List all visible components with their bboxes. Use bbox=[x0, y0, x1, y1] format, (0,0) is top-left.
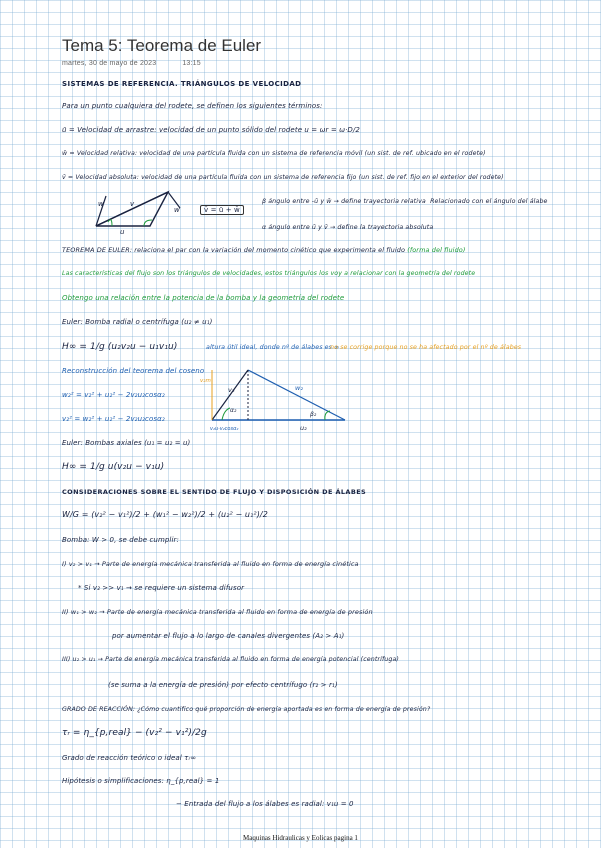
case-3: III) u₂ > u₁ → Parte de energía mecánica transferida al fluido en forma de energía potencial (centrífuga) bbox=[62, 656, 399, 663]
time-text: 13:15 bbox=[182, 60, 201, 67]
label-u: u bbox=[120, 228, 125, 234]
note-line: Euler: Bombas axiales (u₁ = u₂ = u) bbox=[62, 439, 191, 447]
page-footer: Maquinas Hidraulicas y Eolicas pagina 1 bbox=[243, 834, 358, 842]
label-w2: w₂ bbox=[295, 384, 303, 392]
label-v2m: v₂m bbox=[200, 378, 211, 384]
section-heading: SISTEMAS DE REFERENCIA. TRIÁNGULOS DE VELOCIDAD bbox=[62, 80, 302, 88]
label-v2: v₂ bbox=[228, 386, 235, 394]
page-date bbox=[62, 60, 227, 67]
formula-ht-axial: H∞ = 1/g u(v₂u − v₁u) bbox=[62, 462, 165, 472]
beta-note: β ángulo entre -ū y w̄ → define trayectoria relativa Relacionado con el ángulo del álabe bbox=[262, 198, 548, 205]
case-2: II) w₁ > w₂ → Parte de energía mecánica transferida al fluido en forma de energía de presión bbox=[62, 608, 373, 616]
formula-cos2: v₂² = w₂² + u₂² − 2v₂u₂cosα₂ bbox=[62, 415, 165, 423]
date-text: martes, 30 de mayo de 2023 bbox=[62, 60, 157, 67]
label-w-right: w bbox=[174, 206, 180, 214]
note-line: Euler: Bomba radial o centrífuga (u₂ ≠ u₁) bbox=[62, 318, 213, 326]
label-w-left: w bbox=[98, 200, 104, 208]
label-v2u: v₂u·v₂cosα₂ bbox=[210, 426, 239, 432]
note-line: − Entrada del flujo a los álabes es radial: v₁u = 0 bbox=[176, 800, 354, 808]
note-line: w̄ = Velocidad relativa: velocidad de una partícula fluida con un sistema de referencia móvil (un sist. de ref. ubicado en el rodete) bbox=[62, 150, 486, 157]
case-3b: (se suma a la energía de presión) por efecto centrífugo (r₂ > r₁) bbox=[108, 681, 338, 689]
note-line-green: Obtengo una relación entre la potencia de la bomba y la geometría del rodete bbox=[62, 294, 345, 302]
formula-cos1: w₂² = v₂² + u₂² − 2v₂u₂cosα₂ bbox=[62, 391, 165, 399]
section-heading: CONSIDERACIONES SOBRE EL SENTIDO DE FLUJO Y DISPOSICIÓN DE ÁLABES bbox=[62, 488, 367, 496]
note-line-green: Las características del flujo son los triángulos de velocidades, estos triángulos los voy a relacionar con la geometría del rodete bbox=[62, 270, 476, 277]
label-u2: u₂ bbox=[300, 424, 307, 432]
case-1: I) v₂ > v₁ → Parte de energía mecánica transferida al fluido en forma de energía cinética bbox=[62, 560, 359, 568]
note-line: ū = Velocidad de arrastre: velocidad de un punto sólido del rodete u = ωr = ω·D/2 bbox=[62, 126, 360, 134]
page-title: Tema 5: Teorema de Euler bbox=[62, 36, 262, 55]
label-alpha2: α₂ bbox=[230, 407, 237, 414]
vector-equation: v̄ = ū + w̄ bbox=[200, 205, 244, 215]
note-line: Bomba: W > 0, se debe cumplir: bbox=[62, 536, 179, 544]
case-2b: por aumentar el flujo a lo largo de canales divergentes (A₂ > A₁) bbox=[112, 632, 345, 640]
note-line: Para un punto cualquiera del rodete, se definen los siguientes términos: bbox=[62, 102, 323, 110]
note-line: Grado de reacción teórico o ideal τᵣ∞ bbox=[62, 754, 197, 762]
note-line-blue: Reconstrucción del teorema del coseno bbox=[62, 367, 205, 375]
note-line-blue: altura útil ideal, donde nº de álabes es ∞ bbox=[206, 344, 340, 351]
alpha-note: α ángulo entre ū y v̄ → define la trayectoria absoluta bbox=[262, 224, 434, 231]
note-line: v̄ = Velocidad absoluta: velocidad de una partícula fluida con un sistema de referencia fijo (un sist. de ref. fijo en el exterior del rodete) bbox=[62, 174, 504, 181]
formula-ht: H∞ = 1/g (u₂v₂u − u₁v₁u) bbox=[62, 342, 178, 352]
formula-energy: W/G = (v₂² − v₁²)/2 + (w₁² − w₂²)/2 + (u₂² − u₁²)/2 bbox=[62, 510, 268, 519]
velocity-triangle-diagram bbox=[88, 186, 188, 234]
label-beta2: β₂ bbox=[310, 411, 317, 418]
grado-reaccion: GRADO DE REACCIÓN: ¿Cómo cuantifico qué proporción de energía aportada es en forma de energía de presión? bbox=[62, 706, 431, 713]
label-v: v bbox=[130, 200, 135, 208]
case-1b: * Si v₂ >> v₁ → se requiere un sistema difusor bbox=[78, 584, 245, 592]
euler-theorem-line: TEOREMA DE EULER: relaciona el par con la variación del momento cinético que experimenta el fluido (forma del fluido) bbox=[62, 246, 466, 254]
note-line-orange: no se corrige porque no se ha afectado por el nº de álabes bbox=[330, 344, 522, 351]
formula-tr: τᵣ = η_{p,real} − (v₂² − v₁²)/2g bbox=[62, 728, 207, 738]
note-line: Hipótesis o simplificaciones: η_{p,real} = 1 bbox=[62, 777, 220, 785]
outlet-velocity-triangle bbox=[200, 362, 360, 434]
